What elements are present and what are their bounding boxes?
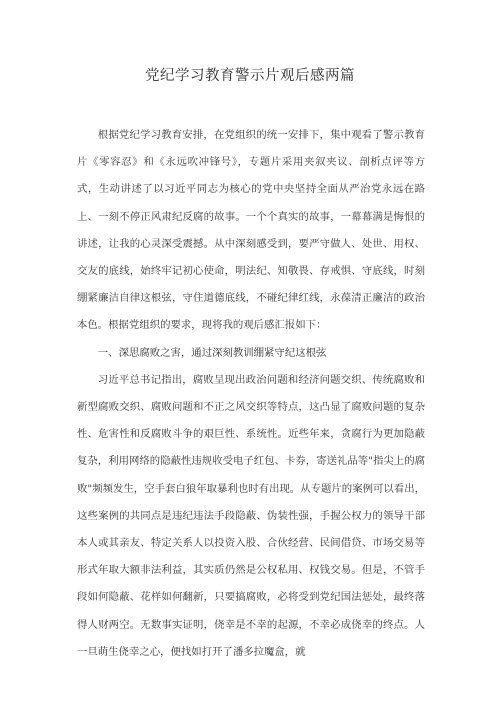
paragraph-intro: 根据党纪学习教育安排，在党组织的统一安排下，集中观看了警示教育片《零容忍》和《永远吹冲锋号》，专题片采用夹叙夹议、剖析点评等方式，生动讲述了以习近平同志为核心的党中央坚持全面从严治党永远在路上、一刻不停正风肃纪反腐的故事。一个个真实的故事，一幕幕满是悔恨的讲述，让我的心灵深受震撼。从中深刻感受到，要严守做人、处世、用权、交友的底线，始终牢记初心使命，明法纪、知敬畏、存戒惧、守底线，时刻绷紧廉洁自律这根弦，守住道德底线，不碰纪律红线，永葆清正廉洁的政治本色。根据党组织的要求，现将我的观后感汇报如下： (77, 129, 425, 332)
paragraph-section-1: 习近平总书记指出，腐败呈现出政治问题和经济问题交织、传统腐败和新型腐败交织、腐败问题和不正之风交织等特点，这凸显了腐败问题的复杂性、危害性和反腐败斗争的艰巨性、系统性。近些年来，贪腐行为更加隐蔽复杂，利用网络的隐蔽性违规收受电子红包、卡券，寄送礼品等"指尖上的腐败"频频发生，空手套白狼年取暴利也时有出现。从专题片的案例可以看出，这些案例的共同点是违纪违法手段隐蔽、伪装性强，手握公权力的领导干部本人或其亲友、特定关系人以投资入股、合伙经营、民间借贷、市场交易等形式年取大额非法利益，其实质仍然是公权私用、权钱交易。但是，不管手段如何隐蔽、花样如何翻新，只要搞腐败，必将受到党纪国法惩处，最终落得人财两空。无数事实证明，侥幸是不幸的起源，不幸必成侥幸的终点。人一旦萌生侥幸之心，便找如打开了潘多拉魔盒，就 (77, 373, 425, 658)
document-title: 党纪学习教育警示片观后感两篇 (145, 68, 355, 84)
document-body (77, 122, 425, 666)
section-heading-1: 一、深思腐败之害，通过深刻教训绷紧守纪这根弦 (97, 346, 327, 359)
